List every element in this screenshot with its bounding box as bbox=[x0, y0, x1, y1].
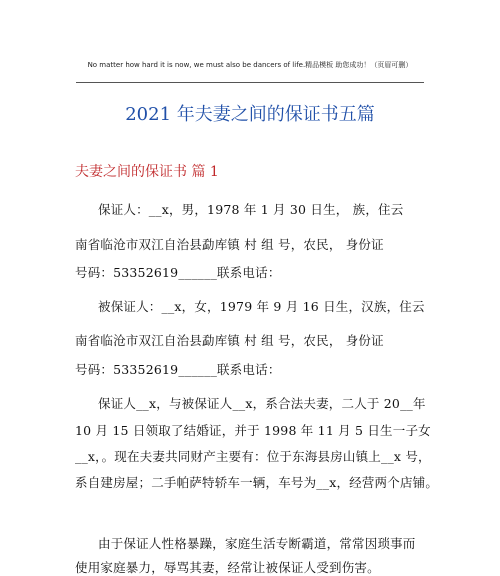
paragraph-line: 南省临沧市双江自治县勐库镇 村 组 号，农民， 身份证 bbox=[75, 333, 384, 348]
paragraph-line: 保证人：__x，男，1978 年 1 月 30 日生， 族，住云 bbox=[98, 202, 404, 217]
header-divider bbox=[76, 82, 424, 83]
paragraph-line: 由于保证人性格暴躁，家庭生活专断霸道，常常因琐事而 bbox=[98, 536, 416, 551]
section-heading: 夫妻之间的保证书 篇 1 bbox=[75, 164, 219, 180]
paragraph-line: 被保证人：__x，女，1979 年 9 月 16 日生，汉族，住云 bbox=[98, 299, 425, 314]
paragraph-line: 10 月 15 日领取了结婚证，并于 1998 年 11 月 5 日生一子女 bbox=[75, 423, 431, 438]
paragraph-line: 系自建房屋；二手帕萨特轿车一辆，车号为__x，经营两个店铺。 bbox=[75, 475, 439, 490]
document-title: 2021 年夫妻之间的保证书五篇 bbox=[125, 104, 375, 125]
paragraph-line: __x，。现在夫妻共同财产主要有：位于东海县房山镇上__x 号， bbox=[75, 449, 431, 464]
paragraph-line: 号码：53352619______联系电话： bbox=[75, 362, 281, 377]
paragraph-line: 号码：53352619______联系电话： bbox=[75, 265, 281, 280]
paragraph-line: 保证人__x，与被保证人__x，系合法夫妻，二人于 20__年 bbox=[98, 396, 426, 411]
paragraph-line: 南省临沧市双江自治县勐库镇 村 组 号，农民， 身份证 bbox=[75, 237, 384, 252]
page-header: No matter how hard it is now, we must also be dancers of life.精品模板 助您成功！（页眉可删） bbox=[87, 61, 413, 69]
paragraph-line: 使用家庭暴力，辱骂其妻，经常让被保证人受到伤害。 bbox=[75, 560, 380, 575]
